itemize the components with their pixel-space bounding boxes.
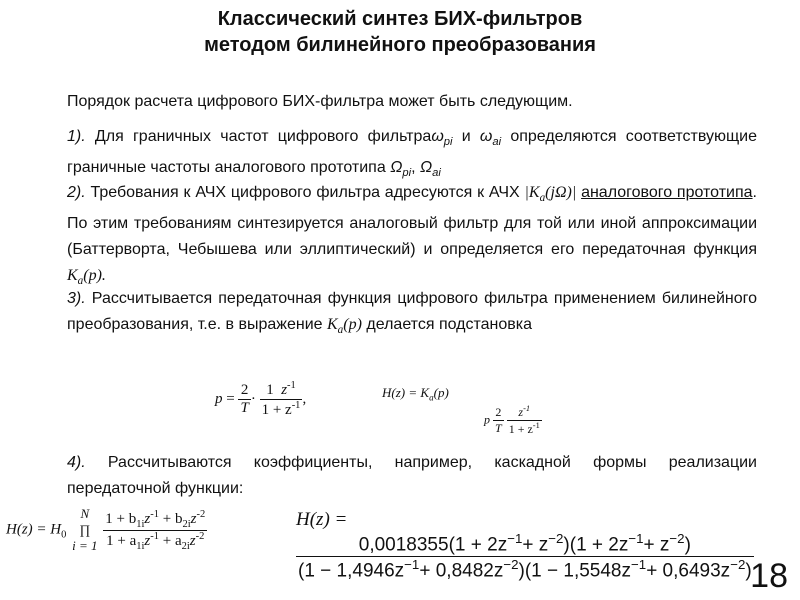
step-4: 4). Рассчитываются коэффициенты, например, каскадной формы реализации передаточной функции: bbox=[67, 454, 757, 497]
hz-substitution-sub: p $\frac{2}{T}$ $\frac{z^{-1}}{1 + z^{-1}}$ bbox=[484, 404, 540, 436]
cascade-form-formula: $H(z) = H_0$ N ∏ i = 1 $\frac{1 + b_{1i}z^{-1} + b_{2i}z^{-2}}{1 + a_{1i}z^{-1} + a_{2i}z^{-2}}$ bbox=[6, 506, 206, 553]
step-3: 3). Рассчитывается передаточная функция цифрового фильтра применением билинейного преобразования, т.е. в выражение $K_a(p)$ делается подстановка bbox=[67, 290, 758, 337]
page-number: 18 bbox=[750, 557, 788, 595]
title-line-2: методом билинейного преобразования bbox=[204, 34, 596, 56]
numeric-hz-formula: H(z) = $\frac{0,0018355(1 + 2z^{-1}+ z^{-2})(1 + 2z^{-1}+ z^{-2})}{(1 - 1,4946z^{-1}+ 0,8482z^{-2})(1 - 1,5548z^{-1}+ 0,6493z^{-2})}$ bbox=[296, 509, 752, 582]
bilinear-substitution: p = $\frac{2}{T}$ · $\frac{1 z^{-1}}{1 + z^{-1}}$ , bbox=[215, 380, 307, 418]
intro-text: Порядок расчета цифрового БИХ-фильтра может быть следующим. bbox=[67, 93, 573, 110]
step-2: 2). Требования к АЧХ цифрового фильтра адресуются к АЧХ $|K_a(j\Omega)|$ аналогового прототипа. По этим требованиям синтезируется аналоговый фильтр для той или иной аппроксимации (Баттерворта, Чебышева или эллиптический) и определяется его передаточная функция $K_a(p)$. bbox=[67, 184, 757, 288]
hz-from-ka: $H(z) = K_a(p)$ bbox=[382, 385, 449, 403]
step-1: 1). Для граничных частот цифрового фильтраω$_{pi}$ и $\omega_{ai}$ определяются соответствующие граничные частоты аналогового прототипа $\Omega_{pi}$, $\Omega_{ai}$ bbox=[67, 128, 757, 180]
slide-title bbox=[0, 6, 800, 58]
title-line-1: Классический синтез БИХ-фильтров bbox=[217, 8, 583, 30]
